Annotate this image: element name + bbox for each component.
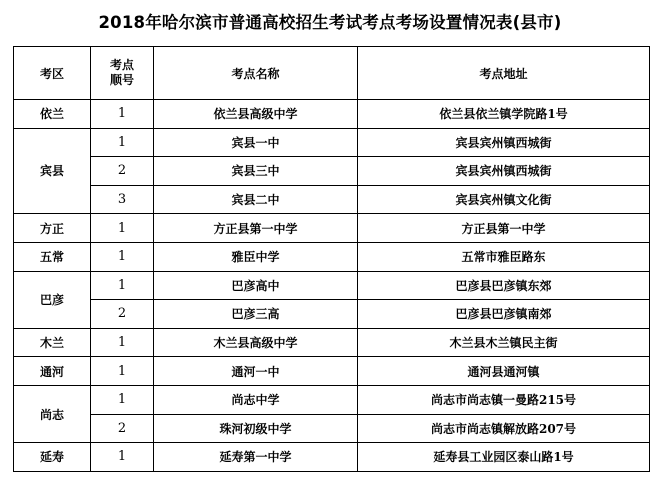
site-address-cell: 巴彦县巴彦镇东郊 [358, 271, 650, 300]
site-name-cell: 宾县一中 [154, 128, 358, 157]
site-address-cell: 宾县宾州镇西城街 [358, 128, 650, 157]
table-row [14, 214, 650, 243]
district-cell: 巴彦 [14, 271, 91, 328]
table-row [14, 414, 650, 443]
site-name-cell: 巴彦高中 [154, 271, 358, 300]
header-site-name: 考点名称 [154, 47, 358, 100]
site-name-cell: 依兰县高级中学 [154, 100, 358, 129]
exam-site-table [13, 46, 650, 472]
seq-cell: 1 [91, 328, 154, 357]
table-row [14, 357, 650, 386]
district-cell: 方正 [14, 214, 91, 243]
header-seq [91, 47, 154, 100]
site-name-cell: 延寿第一中学 [154, 443, 358, 472]
table-row [14, 128, 650, 157]
site-name-cell: 巴彦三高 [154, 300, 358, 329]
seq-cell: 1 [91, 214, 154, 243]
site-name-cell: 宾县三中 [154, 157, 358, 186]
seq-cell: 1 [91, 385, 154, 414]
table-body [14, 100, 650, 472]
header-site-address: 考点地址 [358, 47, 650, 100]
seq-cell: 1 [91, 242, 154, 271]
header-seq-line2: 顺号 [109, 73, 134, 87]
seq-cell: 3 [91, 185, 154, 214]
district-cell: 通河 [14, 357, 91, 386]
district-cell: 木兰 [14, 328, 91, 357]
site-name-cell: 尚志中学 [154, 385, 358, 414]
site-name-cell: 珠河初级中学 [154, 414, 358, 443]
district-cell: 尚志 [14, 385, 91, 442]
site-address-cell: 通河县通河镇 [358, 357, 650, 386]
table-row [14, 300, 650, 329]
seq-cell: 1 [91, 443, 154, 472]
site-address-cell: 五常市雅臣路东 [358, 242, 650, 271]
table-row [14, 271, 650, 300]
document-title: 2018年哈尔滨市普通高校招生考试考点考场设置情况表(县市) [98, 13, 562, 32]
table-row [14, 385, 650, 414]
district-cell: 五常 [14, 242, 91, 271]
site-address-cell: 依兰县依兰镇学院路1号 [358, 100, 650, 129]
site-address-cell: 木兰县木兰镇民主街 [358, 328, 650, 357]
site-address-cell: 巴彦县巴彦镇南郊 [358, 300, 650, 329]
seq-cell: 2 [91, 414, 154, 443]
seq-cell: 1 [91, 271, 154, 300]
site-address-cell: 宾县宾州镇文化街 [358, 185, 650, 214]
table-row [14, 157, 650, 186]
district-cell: 延寿 [14, 443, 91, 472]
site-name-cell: 通河一中 [154, 357, 358, 386]
seq-cell: 2 [91, 300, 154, 329]
seq-cell: 1 [91, 357, 154, 386]
site-address-cell: 宾县宾州镇西城街 [358, 157, 650, 186]
site-name-cell: 方正县第一中学 [154, 214, 358, 243]
table-header-row [14, 47, 650, 100]
site-name-cell: 雅臣中学 [154, 242, 358, 271]
site-address-cell: 尚志市尚志镇一曼路215号 [358, 385, 650, 414]
seq-cell: 1 [91, 100, 154, 129]
table-row [14, 242, 650, 271]
seq-cell: 2 [91, 157, 154, 186]
district-cell: 依兰 [14, 100, 91, 129]
header-seq-line1: 考点 [109, 58, 134, 72]
site-address-cell: 方正县第一中学 [358, 214, 650, 243]
site-name-cell: 宾县二中 [154, 185, 358, 214]
seq-cell: 1 [91, 128, 154, 157]
table-row [14, 443, 650, 472]
district-cell: 宾县 [14, 128, 91, 214]
site-name-cell: 木兰县高级中学 [154, 328, 358, 357]
table-row [14, 100, 650, 129]
table-row [14, 185, 650, 214]
site-address-cell: 延寿县工业园区泰山路1号 [358, 443, 650, 472]
header-district: 考区 [14, 47, 91, 100]
site-address-cell: 尚志市尚志镇解放路207号 [358, 414, 650, 443]
table-row [14, 328, 650, 357]
